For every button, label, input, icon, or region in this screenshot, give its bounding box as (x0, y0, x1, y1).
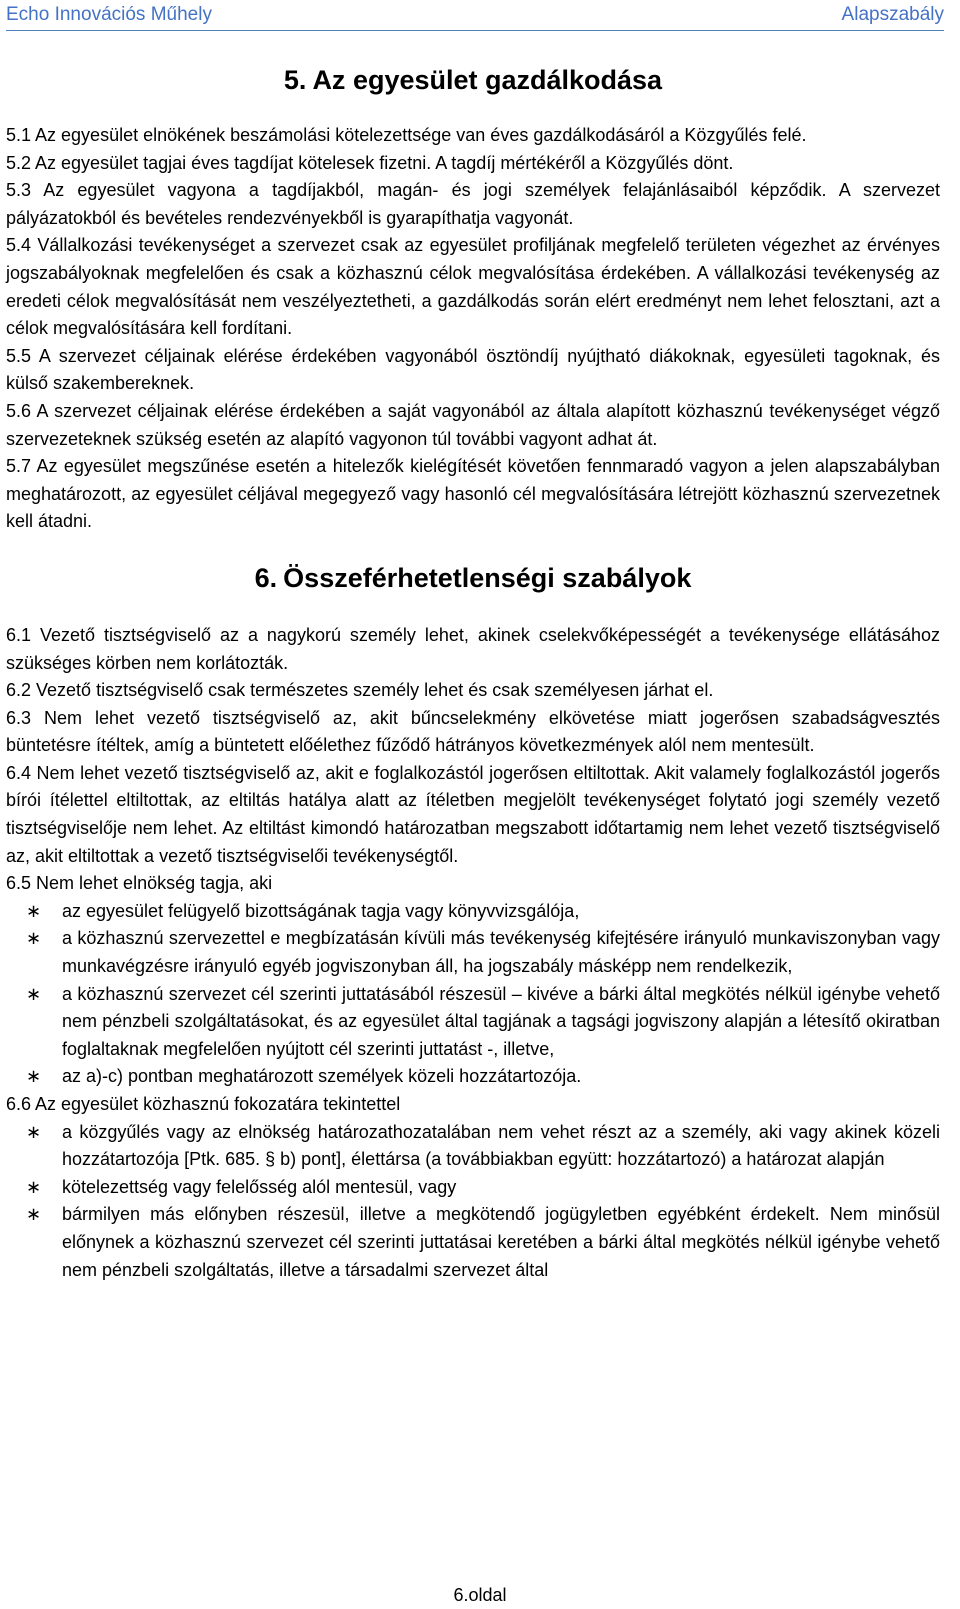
page-header (6, 0, 944, 31)
asterisk-bullet-icon: ∗ (26, 1066, 42, 1087)
paragraph-6-5: 6.5 Nem lehet elnökség tagja, aki (6, 873, 273, 894)
paragraph-5-2: 5.2 Az egyesület tagjai éves tagdíjat kötelesek fizetni. A tagdíj mértékéről a Közgyűlés dönt. (6, 152, 734, 173)
paragraph-5-7: 5.7 Az egyesület megszűnése esetén a hitelezők kielégítését követően fennmaradó vagyon a jelen alapszabályban meghatározott, az egyesület céljával megegyező vagy hasonló cél megvalósítására létrejött közhasznú szervezetnek kell átadni. (6, 456, 940, 532)
paragraph-6-4: 6.4 Nem lehet vezető tisztségviselő az, akit e foglalkozástól jogerősen eltiltottak. Akit valamely foglalkozástól jogerős bírói ítélettel eltiltottak, az eltiltás hatálya alatt az ítéletben megjelölt tevékenységet folytató jogi személy vezető tisztségviselője nem lehet. Az eltiltást kimondó határozatban megszabott időtartamig nem lehet vezető tisztségviselő az, akit eltiltottak a vezető tisztségviselői tevékenységtől. (6, 762, 940, 866)
paragraph-5-1: 5.1 Az egyesület elnökének beszámolási kötelezettsége van éves gazdálkodásáról a Közgyűlés felé. (6, 125, 807, 145)
paragraph-6-1: 6.1 Vezető tisztségviselő az a nagykorú személy lehet, akinek cselekvőképességét a tevékenysége ellátásához szükséges körben nem korlátozták. (6, 624, 940, 673)
list-item: ∗ a közhasznú szervezet cél szerinti juttatásából részesül – kivéve a bárki által megkötés nélkül igénybe vehető nem pénzbeli szolgáltatásokat, és az egyesület által tagjának a tagsági jogviszony alapján a létesítő okiratban foglaltaknak megfelelően nyújtott cél szerinti juttatást -, illetve, (6, 981, 940, 1064)
paragraph-5-6: 5.6 A szervezet céljainak elérése érdekében a saját vagyonából az általa alapított közhasznú tevékenységet végző szervezeteknek szükség esetén az alapító vagyonon túl további vagyont adhat át. (6, 400, 940, 449)
section-6-title: Összeférhetetlenségi szabályok (283, 562, 692, 593)
section-6-heading (6, 556, 940, 600)
paragraph-6-2: 6.2 Vezető tisztségviselő csak természetes személy lehet és csak személyesen járhat el. (6, 680, 714, 701)
list-item: ∗ bármilyen más előnyben részesül, illetve a megkötendő jogügyletben egyébként érdekelt. Nem minősül előnynek a közhasznú szervezet cél szerinti juttatásai keretében a bárki által megkötés nélkül igénybe vehető nem pénzbeli szolgáltatás, illetve a társadalmi szervezet által (6, 1201, 940, 1284)
list-item: ∗ a közgyűlés vagy az elnökség határozathozatalában nem vehet részt az a személy, aki vagy akinek közeli hozzátartozója [Ptk. 685. § b) pont], élettársa (a továbbiakban együtt: hozzátartozó) a határozat alapján (6, 1119, 940, 1174)
list-item: ∗ az egyesület felügyelő bizottságának tagja vagy könyvvizsgálója, (6, 898, 940, 926)
paragraph-5-4: 5.4 Vállalkozási tevékenységet a szervezet csak az egyesület profiljának megfelelő területen végezhet az érvényes jogszabályoknak megfelelően és csak a közhasznú célok megvalósítása érdekében. A vállalkozási tevékenység az eredeti célok megvalósítását nem veszélyeztetheti, a gazdálkodás során elért eredményt nem lehet felosztani, azt a célok megvalósítására kell fordítani. (6, 235, 940, 339)
section-5-number: 5. (283, 65, 307, 95)
list-item: ∗ kötelezettség vagy felelősség alól mentesül, vagy (6, 1174, 940, 1202)
asterisk-bullet-icon: ∗ (26, 983, 42, 1004)
asterisk-bullet-icon: ∗ (26, 1204, 42, 1225)
document-body (6, 58, 940, 1284)
section-5-title: Az egyesület gazdálkodása (312, 65, 663, 95)
header-org-name: Echo Innovációs Műhely (6, 4, 212, 25)
asterisk-bullet-icon: ∗ (26, 1176, 42, 1197)
section-5-heading (6, 58, 940, 102)
asterisk-bullet-icon: ∗ (26, 928, 42, 949)
paragraph-5-5: 5.5 A szervezet céljainak elérése érdekében vagyonából ösztöndíj nyújtható diákoknak, egyesületi tagoknak, és külső szakembereknek. (6, 345, 940, 394)
page-number: 6.oldal (453, 1585, 507, 1605)
section-6-body (6, 622, 940, 1284)
list-item: ∗ a közhasznú szervezettel e megbízatásán kívüli más tevékenység kifejtésére irányuló munkaviszonyban vagy munkavégzésre irányuló egyéb jogviszonyban áll, ha jogszabály másképp nem rendelkezik, (6, 925, 940, 980)
list-6-5 (6, 898, 940, 1091)
paragraph-6-6: 6.6 Az egyesület közhasznú fokozatára tekintettel (6, 1094, 401, 1114)
list-item: ∗ az a)-c) pontban meghatározott személyek közeli hozzátartozója. (6, 1063, 940, 1091)
list-6-6 (6, 1119, 940, 1285)
section-5-body (6, 122, 940, 536)
header-doc-title: Alapszabály (841, 4, 944, 25)
asterisk-bullet-icon: ∗ (26, 900, 42, 921)
paragraph-5-3: 5.3 Az egyesület vagyona a tagdíjakból, magán- és jogi személyek felajánlásaiból képződik. A szervezet pályázatokból és bevételes rendezvényekből is gyarapíthatja vagyonát. (6, 180, 940, 228)
section-6-number: 6. (254, 562, 278, 593)
asterisk-bullet-icon: ∗ (26, 1121, 42, 1142)
paragraph-6-3: 6.3 Nem lehet vezető tisztségviselő az, akit bűncselekmény elkövetése miatt jogerősen szabadságvesztés büntetésre ítéltek, amíg a büntetett előélethez fűződő hátrányos következmények alól nem mentesült. (6, 707, 940, 756)
